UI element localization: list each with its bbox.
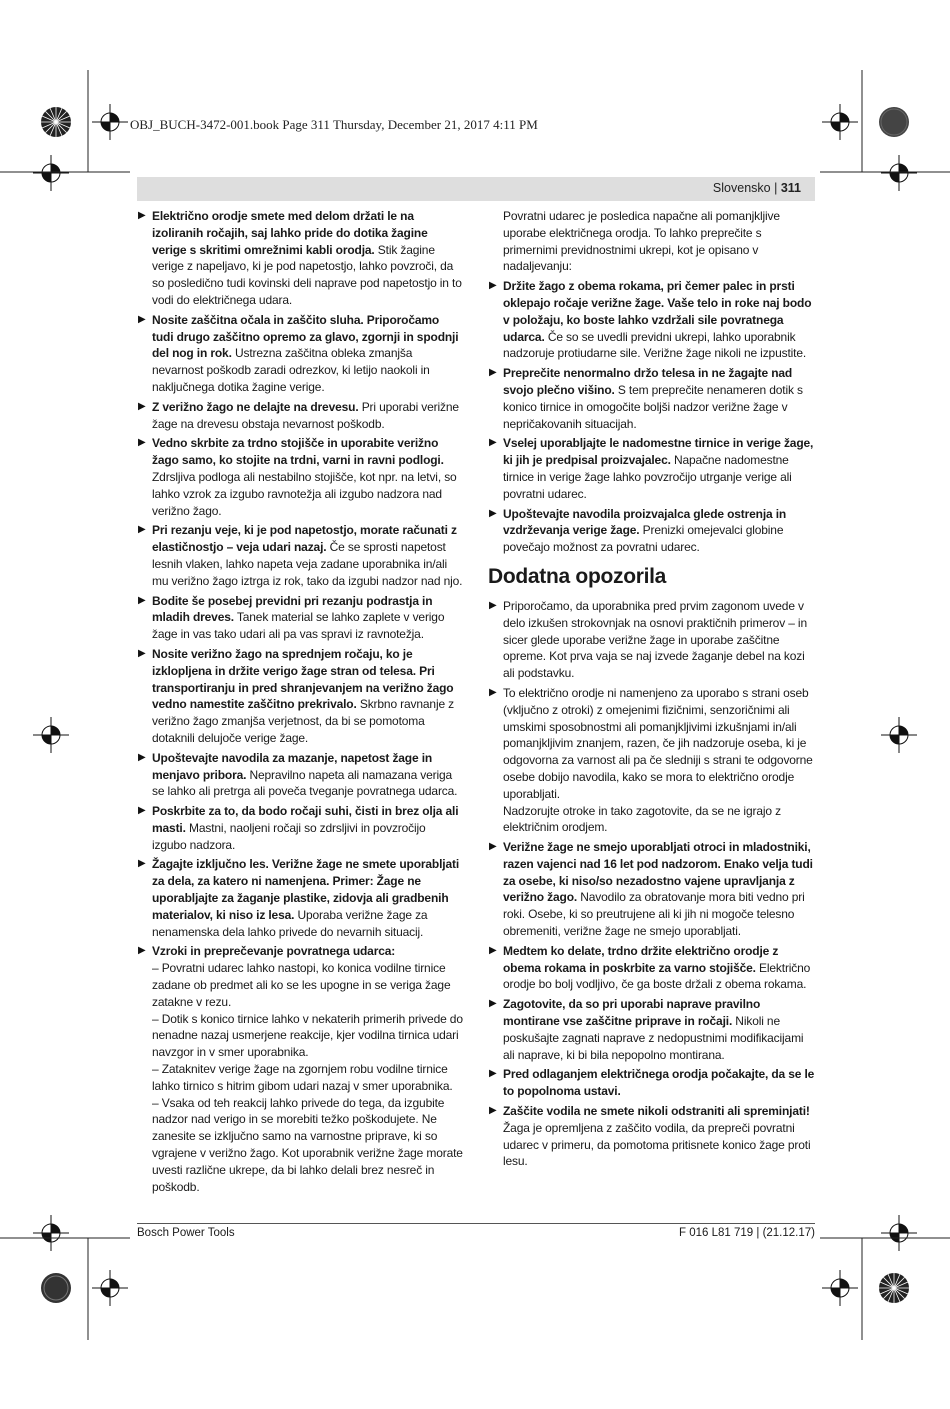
sub-item: – Vsaka od teh reakcij lahko privede do tega, da izgubite nadzor nad verigo in se morebiti težko poškodujete. Ne zanesite se izključno samo na varnostne priprave, ki so vgrajene v verižno žago. Kot uporabnik verižne žage morate uvesti različne ukrepe, da bi lahko delali brez nesreč in poškodb. [152, 1095, 463, 1194]
triangle-bullet-icon: ▶ [489, 1105, 497, 1117]
triangle-bullet-icon: ▶ [489, 507, 497, 519]
list-item: ▶ Preprečite nenormalno držo telesa in ne žagajte nad svojo plečno višino. S tem preprečite nenameren dotik s konico tirnice in omogočite boljši nadzor verižne žage v nepričakovanih situacijah. [489, 366, 803, 431]
sub-item: – Povratni udarec lahko nastopi, ko konica vodilne tirnice zadane ob predmet ali ko se les upogne in se veriga žage zatakne v rezu. [152, 961, 451, 1009]
triangle-bullet-icon: ▶ [489, 280, 497, 292]
list-item: ▶ Električno orodje smete med delom držati le na izoliranih ročajih, saj lahko pride do dotika žagine verige s skritimi omrežnimi kabli orodja. Stik žagine verige z napeljavo, ki je pod napetostjo, lahko povzroči, da so posledično tudi kovinski deli naprave pod napetostjo in to vodi do električnega udara. [138, 209, 462, 307]
footer-doc-code: F 016 L81 719 | (21.12.17) [679, 1227, 815, 1239]
list-item: ▶ Upoštevajte navodila za mazanje, napetost žage in menjavo pribora. Nepravilno napeta ali namazana veriga se lahko ali pretrga ali poveča tveganje povratnega udarca. [138, 750, 458, 799]
triangle-bullet-icon: ▶ [138, 751, 146, 763]
list-item: ▶ Nosite zaščitna očala in zaščito sluha. Priporočamo tudi drugo zaščitno opremo za glavo, zgornji in spodnji del nog in rok. Ustrezna zaščitna obleka zmanjša nevarnost poškodb zaradi odrezkov, ki letijo naokoli in naključnega dotika žagine verige. [138, 312, 459, 394]
intro-paragraph: Povratni udarec je posledica napačne ali pomanjkljive uporabe električnega orodja. To lahko preprečite s primernimi previdnostnimi ukrepi, kot je opisano v nadaljevanju: [503, 209, 780, 274]
page-header-band [137, 177, 815, 201]
triangle-bullet-icon: ▶ [138, 210, 146, 221]
left-column [137, 208, 463, 1198]
list-item: ▶ Z verižno žago ne delajte na drevesu. Pri uporabi verižne žage na drevesu obstaja nevarnost poškodb. [138, 399, 459, 431]
triangle-bullet-icon: ▶ [489, 841, 497, 853]
extra-paragraph: Nadzorujte otroke in tako zagotovite, da se ne igrajo z električnim orodjem. [503, 803, 781, 835]
triangle-bullet-icon: ▶ [489, 437, 497, 449]
triangle-bullet-icon: ▶ [138, 594, 146, 606]
page-header-separator: | [774, 181, 778, 195]
triangle-bullet-icon: ▶ [138, 400, 146, 412]
print-header-line: OBJ_BUCH-3472-001.book Page 311 Thursday, December 21, 2017 4:11 PM [130, 117, 538, 132]
triangle-bullet-icon: ▶ [138, 945, 146, 957]
sub-item: – Dotik s konico tirnice lahko v nekaterih primerih privede do nenadne nazaj usmerjene reakcije, kjer vodilna tirnica udari navzgor in v smer uporabnika. [152, 1011, 463, 1060]
triangle-bullet-icon: ▶ [138, 437, 146, 449]
list-item: ▶ Verižne žage ne smejo uporabljati otroci in mladostniki, razen vajenci nad 16 let pod nadzorom. Enako velja tudi za osebe, ki niso/so nezadostno vajene upravljanja z verižno žago. Navodilo za obratovanje mora biti vedno pri roki. Osebe, ki so preutrujene ali ki jih ni mogoče telesno obremeniti, verižne žage ne smejo uporabljati. [489, 840, 813, 939]
list-item: ▶ Žagajte izključno les. Verižne žage ne smete uporabljati za dela, za katero ni namenjena. Primer: Žage ne uporabljajte za žaganje plastike, zidovja ali gradbenih materialov, ki niso iz lesa. Uporaba verižne žage za nenamenska dela lahko privede do nevarnih situacij. [138, 857, 460, 939]
triangle-bullet-icon: ▶ [138, 647, 146, 659]
footer-rule [137, 1223, 815, 1224]
list-item: ▶ Zagotovite, da so pri uporabi naprave pravilno montirane vse zaščitne priprave in ročaji. Nikoli ne poskušajte zagnati naprave z nedopustnimi modifikacijami ali naprave, ki bi bila nepopolno montirana. [489, 997, 804, 1062]
list-item: ▶ Upoštevajte navodila proizvajalca glede ostrenja in vzdrževanja verige žage. Prenizki omejevalci globine povečajo možnost za povratni udarec. [489, 506, 787, 555]
triangle-bullet-icon: ▶ [138, 524, 146, 536]
page-header-text [713, 181, 801, 195]
right-column [488, 208, 816, 1173]
section-title: Dodatna opozorila [488, 564, 667, 588]
list-item: ▶ Držite žago z obema rokama, pri čemer palec in prsti oklepajo ročaje verižne žage. Vaše telo in roke naj bodo v položaju, ko boste lahko vzdržali sile povratnega udarca. Če so se uvedli previdni ukrepi, lahko uporabnik nadzoruje protiudarne sile. Verižne žage nikoli ne izpustite. [489, 279, 812, 361]
list-item: ▶ Zaščite vodila ne smete nikoli odstraniti ali spreminjati! Žaga je opremljena z zaščito vodila, da prepreči povratni udarec v primeru, da pomotoma pritisnete konico žage proti lesu. [489, 1104, 811, 1169]
triangle-bullet-icon: ▶ [489, 686, 497, 698]
list-item: ▶ Pri rezanju veje, ki je pod napetostjo, morate računati z elastičnostjo – veja udari nazaj. Če se sprosti napetost lesnih vlaken, lahko napeta veja zadane uporabnika in/ali mu verižno žago iztrga iz rok, tako da izgubi nadzor nad njo. [138, 523, 463, 588]
list-item: ▶ Priporočamo, da uporabnika pred prvim zagonom uvede v delo izkušen strokovnjak na osnovi praktičnih primerov – in sicer glede uporabe verižne žage in uporabe zaščitne opreme. Kot prva vaja se naj izvede žaganje debel na kozi ali podstavku. [489, 598, 807, 681]
triangle-bullet-icon: ▶ [489, 944, 497, 956]
triangle-bullet-icon: ▶ [138, 858, 146, 870]
triangle-bullet-icon: ▶ [489, 367, 497, 379]
list-item: ▶ Medtem ko delate, trdno držite električno orodje z obema rokama in poskrbite za varno stojišče. Električno orodje bo bolj vodljivo, če ga boste držali z obema rokama. [489, 943, 811, 992]
list-item: ▶ Poskrbite za to, da bodo ročaji suhi, čisti in brez olja ali masti. Mastni, naoljeni ročaji so zdrsljivi in povzročijo izgubo nadzora. [138, 804, 459, 852]
triangle-bullet-icon: ▶ [138, 805, 146, 817]
sub-item: – Zataknitev verige žage na zgornjem robu vodilne tirnice lahko tirnico s hitrim gibom udari nazaj v smer uporabnika. [152, 1062, 453, 1093]
footer-brand: Bosch Power Tools [137, 1227, 235, 1239]
triangle-bullet-icon: ▶ [138, 313, 146, 325]
list-item: ▶ Vedno skrbite za trdno stojišče in uporabite verižno žago samo, ko stojite na trdni, varni in ravni podlogi. Zdrsljiva podloga ali nestabilno stojišče, kot npr. na letvi, so lahko vzrok za izgubo ravnotežja ali izgubo nadzora nad verižno žago. [138, 436, 457, 518]
triangle-bullet-icon: ▶ [489, 599, 497, 611]
list-item: ▶ Bodite še posebej previdni pri rezanju podrastja in mladih dreves. Tanek material se lahko zaplete v verigo žage in vas tako udari ali pa vas spravi iz ravnotežja. [138, 593, 445, 642]
triangle-bullet-icon: ▶ [489, 1068, 497, 1080]
list-item-kickback: ▶ Vzroki in preprečevanje povratnega udarca: – Povratni udarec lahko nastopi, ko konica vodilne tirnice zadane ob predmet ali ko se les upogne in se veriga žage zatakne v rezu. – Dotik s konico tirnice lahko v nekaterih primerih privede do nenadne nazaj usmerjene reakcije, kjer vodilna tirnica udari navzgor in v smer uporabnika. – Zataknitev verige žage na zgornjem robu vodilne tirnice lahko tirnico s hitrim gibom udari nazaj v smer uporabnika. – Vsaka od teh reakcij lahko privede do tega, da izgubite nadzor nad verigo in se morebiti težko poškodujete. Ne zanesite se izključno samo na varnostne priprave, ki so vgrajene v verižno žago. Kot uporabnik verižne žage morate uvesti različne ukrepe, da bi lahko delali brez nesreč in poškodb. [138, 944, 463, 1194]
page-number: 311 [780, 181, 801, 195]
list-item: ▶ Vselej uporabljajte le nadomestne tirnice in verige žage, ki jih je predpisal proizvajalec. Napačne nadomestne tirnice in verige žage lahko povzročijo utrganje verige ali povratni udarec. [489, 436, 814, 501]
list-item: ▶ Pred odlaganjem električnega orodja počakajte, da se le to popolnoma ustavi. [489, 1067, 815, 1099]
list-item: ▶ Nosite verižno žago na sprednjem ročaju, ko je izklopljena in držite verigo žage stran od telesa. Pri transportiranju in pred shranjevanjem na verižno žago vedno namestite zaščitno prekrivalo. Skrbno ravnanje z verižno žago zmanjša verjetnost, da bi se pomotoma dotaknili delujoče verige žage. [138, 646, 455, 745]
triangle-bullet-icon: ▶ [489, 998, 497, 1010]
page-language: Slovensko [712, 181, 771, 195]
list-item: ▶ To električno orodje ni namenjeno za uporabo s strani oseb (vključno z otroki) z omejenimi fizičnimi, senzoričnimi ali umskimi sposobnostmi ali pomanjkljivimi izkušnjami in/ali pomanjkljivim znanjem, razen, če jih nadzoruje oseba, ki je odgovorna za varnost ali pa če sledniji s strani te odgovorne osebe dobijo navodila, kako se mora to električno orodje uporabljati. Nadzorujte otroke in tako zagotovite, da se ne igrajo z električnim orodjem. [488, 685, 816, 836]
